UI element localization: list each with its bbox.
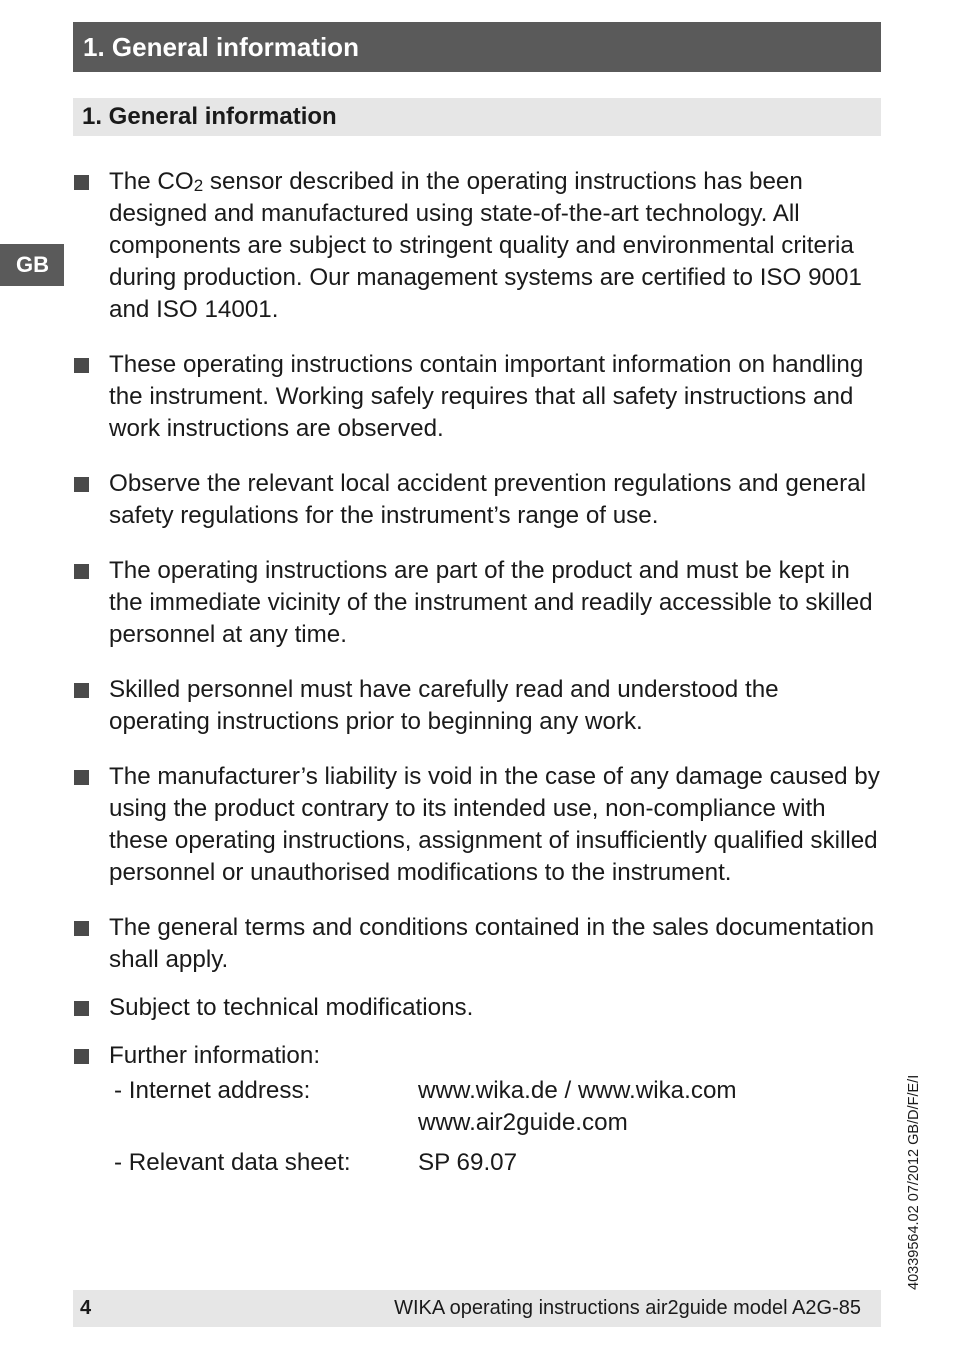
square-bullet-icon [74,564,89,579]
item-text: sensor described in the operating instructions has been designed and manufactured using state-of-the-art technology. All components are subject to stringent quality and environmental criteria during production. Our management systems are certified to ISO 9001 and ISO 14001. [109,168,862,323]
item-text-subscript: 2 [193,176,204,195]
further-info-table [109,1075,881,1179]
square-bullet-icon [74,175,89,190]
item-text: The general terms and conditions contained in the sales documentation shall apply. [109,914,875,973]
page-footer [73,1290,881,1327]
list-item [73,992,881,1024]
list-item [73,912,881,976]
square-bullet-icon [74,683,89,698]
square-bullet-icon [74,477,89,492]
data-sheet-value: SP 69.07 [418,1149,518,1176]
info-row-internet [109,1075,881,1139]
list-item [73,1040,881,1179]
language-tab [0,244,64,286]
bullet-list [73,166,881,1179]
section-title: 1. General information [82,103,337,130]
chapter-title: 1. General information [83,32,359,62]
list-item [73,555,881,651]
footer-doc-title: WIKA operating instructions air2guide model A2G-85 [394,1297,861,1319]
language-tab-label: GB [16,252,49,277]
item-text: The manufacturer’s liability is void in the case of any damage caused by using the product contrary to its intended use, non-compliance with these operating instructions, assignment of insufficiently qualified skilled personnel or unauthorised modifications to the instrument. [109,763,880,886]
item-text: Further information: [109,1042,321,1069]
info-row-data-sheet [109,1147,881,1179]
item-text: Subject to technical modifications. [109,994,474,1021]
square-bullet-icon [74,921,89,936]
internet-address-link[interactable]: www.air2guide.com [418,1109,628,1136]
list-item [73,166,881,326]
data-sheet-label: - Relevant data sheet: [114,1149,351,1176]
item-text: Skilled personnel must have carefully read and understood the operating instructions prior to beginning any work. [109,676,779,735]
square-bullet-icon [74,770,89,785]
chapter-title-bar [73,22,881,72]
internet-address-values [418,1075,737,1139]
section-title-bar [73,98,881,136]
item-text: These operating instructions contain important information on handling the instrument. Working safely requires that all safety instructions and work instructions are observed. [109,351,864,442]
square-bullet-icon [74,1001,89,1016]
item-text: The operating instructions are part of the product and must be kept in the immediate vicinity of the instrument and readily accessible to skilled personnel at any time. [109,557,873,648]
page-number: 4 [80,1297,92,1319]
item-text: Observe the relevant local accident prevention regulations and general safety regulations for the instrument’s range of use. [109,470,867,529]
document-code: 40339564.02 07/2012 GB/D/F/E/I [906,1074,922,1290]
square-bullet-icon [74,358,89,373]
square-bullet-icon [74,1049,89,1064]
internet-address-link[interactable]: www.wika.de / www.wika.com [418,1077,737,1104]
item-text-prefix: The CO [109,168,194,195]
internet-address-label: - Internet address: [114,1077,311,1104]
list-item [73,761,881,889]
list-item [73,349,881,445]
list-item [73,674,881,738]
list-item [73,468,881,532]
